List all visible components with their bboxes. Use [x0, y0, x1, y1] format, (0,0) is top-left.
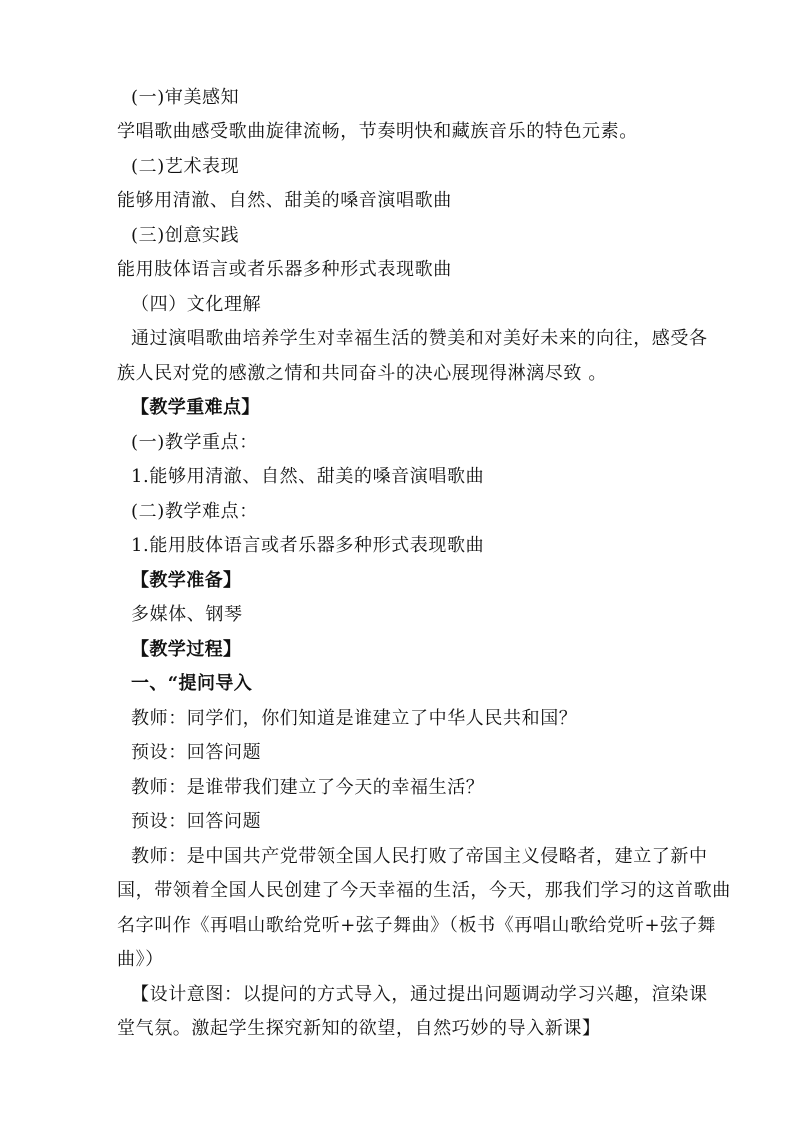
design-intent-line: 堂气氛。激起学生探究新知的欲望，自然巧妙的导入新课】: [117, 1018, 601, 1039]
paragraph-line: 国，带领着全国人民创建了今天幸福的生活，今天，那我们学习的这首歌曲: [117, 880, 731, 901]
paragraph-line: 曲》）: [117, 949, 164, 970]
section-artistic-expression-heading: (二)艺术表现: [131, 156, 240, 177]
section-creative-practice-heading: (三)创意实践: [131, 225, 240, 246]
dialogue-line: 教师：同学们，你们知道是谁建立了中华人民共和国？: [131, 708, 578, 729]
paragraph-line: 学唱歌曲感受歌曲旋律流畅，节奏明快和藏族音乐的特色元素。: [117, 121, 638, 142]
paragraph-line: 能用肢体语言或者乐器多种形式表现歌曲: [117, 259, 452, 280]
list-item: 1.能用肢体语言或者乐器多种形式表现歌曲: [131, 535, 485, 556]
step-one-heading: 一、“提问导入: [131, 673, 253, 694]
design-intent-line: 【设计意图：以提问的方式导入，通过提出问题调动学习兴趣，渲染课: [131, 984, 708, 1005]
dialogue-line: 教师：是谁带我们建立了今天的幸福生活？: [131, 777, 485, 798]
dialogue-line: 预设：回答问题: [131, 742, 262, 763]
section-teaching-process-heading: 【教学过程】: [131, 639, 242, 660]
paragraph-line: 多媒体、钢琴: [131, 604, 243, 625]
section-cultural-understanding-heading: （四）文化理解: [131, 294, 262, 315]
list-item: 1.能够用清澈、自然、甜美的嗓音演唱歌曲: [131, 466, 485, 487]
subsection-difficult-points-heading: (二)教学难点：: [131, 501, 258, 522]
paragraph-line: 名字叫作《再唱山歌给党听+弦子舞曲》（板书《再唱山歌给党听+弦子舞: [117, 915, 716, 936]
section-teaching-preparation-heading: 【教学准备】: [131, 570, 242, 591]
paragraph-line: 族人民对党的感激之情和共同奋斗的决心展现得淋漓尽致 。: [117, 363, 607, 384]
section-key-difficult-points-heading: 【教学重难点】: [131, 397, 260, 418]
paragraph-line: 通过演唱歌曲培养学生对幸福生活的赞美和对美好未来的向往，感受各: [131, 328, 708, 349]
subsection-key-points-heading: (一)教学重点：: [131, 432, 258, 453]
dialogue-line: 预设：回答问题: [131, 811, 262, 832]
paragraph-line: 能够用清澈、自然、甜美的嗓音演唱歌曲: [117, 190, 452, 211]
section-aesthetic-perception-heading: (一)审美感知: [131, 87, 240, 108]
dialogue-line: 教师：是中国共产党带领全国人民打败了帝国主义侵略者，建立了新中: [131, 846, 708, 867]
